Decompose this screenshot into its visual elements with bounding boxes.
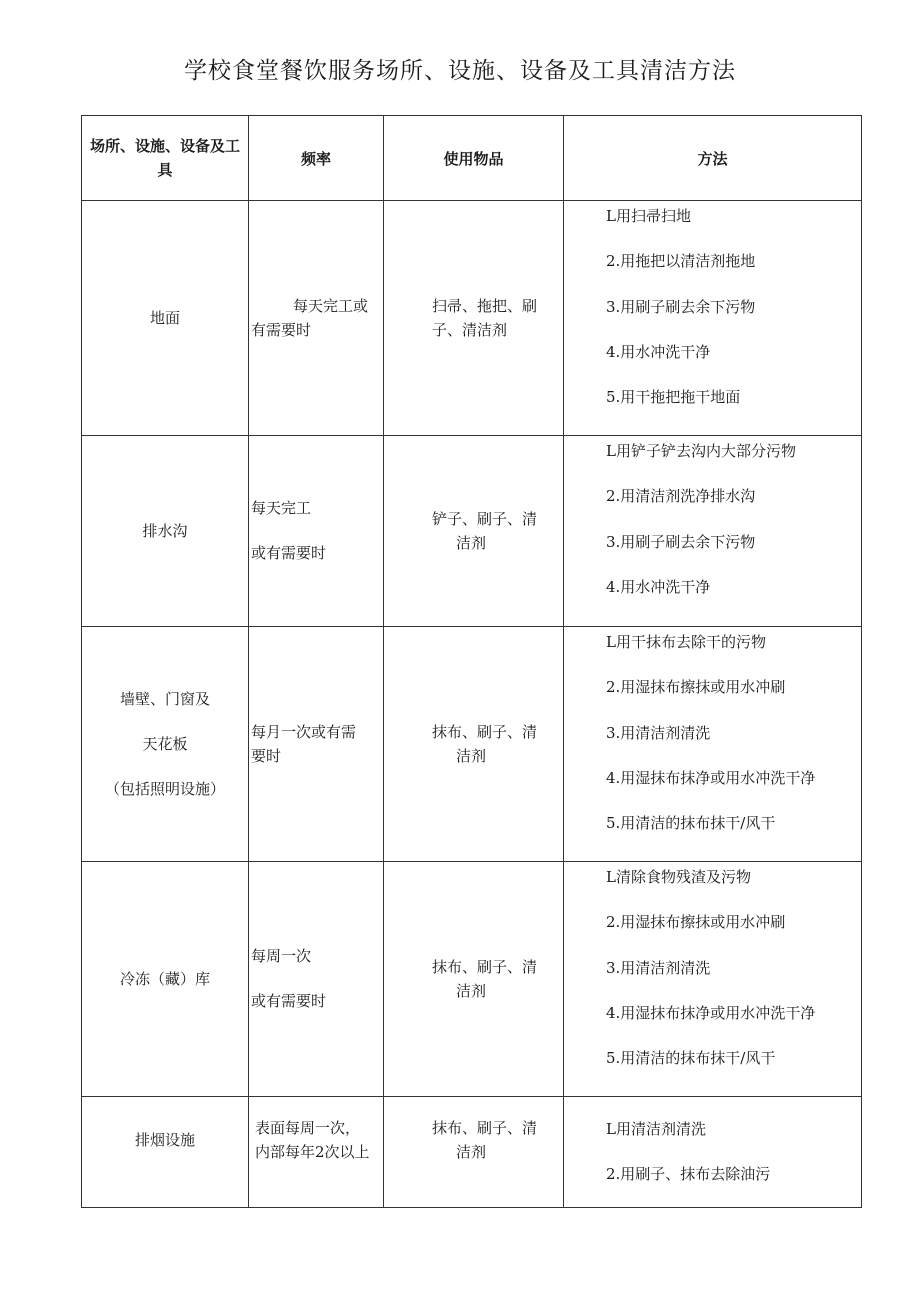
method-step: L用铲子铲去沟内大部分污物 [606,442,796,460]
method-step: L用干抹布去除干的污物 [606,633,766,651]
method-step: 4.用湿抹布抹净或用水冲洗干净 [606,768,816,787]
method-step: 2.用清洁剂洗净排水沟 [606,487,756,506]
place-cell: 排烟设施 [82,1097,249,1208]
method-step: 5.用清洁的抹布抹干/风干 [606,1049,776,1068]
cleaning-methods-table [81,115,862,1208]
table-row [82,627,862,862]
table-header-row [82,116,862,201]
place-cell: 冷冻（藏）库 [82,862,249,1097]
method-step: 3.用刷子刷去余下污物 [606,532,756,551]
header-place: 场所、设施、设备及工具 [82,116,249,201]
place-cell: 墙壁、门窗及 天花板 （包括照明设施） [82,627,249,862]
method-step: 4.用水冲洗干净 [606,342,711,361]
method-step: L用清洁剂清洗 [606,1120,706,1138]
method-cell [564,862,862,1097]
method-cell [564,436,862,627]
method-step: 2.用拖把以清洁剂拖地 [606,252,756,271]
method-step: 3.用清洁剂清洗 [606,723,711,742]
page-title: 学校食堂餐饮服务场所、设施、设备及工具清洁方法 [184,58,736,84]
header-items: 使用物品 [384,116,564,201]
header-method: 方法 [564,116,862,201]
table-row [82,1097,862,1208]
method-cell [564,201,862,436]
table-row [82,862,862,1097]
method-step: L用扫帚扫地 [606,207,691,225]
method-step: 5.用清洁的抹布抹干/风干 [606,814,776,833]
header-frequency: 频率 [249,116,384,201]
place-cell: 地面 [82,201,249,436]
method-step: 4.用湿抹布抹净或用水冲洗干净 [606,1003,816,1022]
method-step: 4.用水冲洗干净 [606,577,711,596]
items-cell: 抹布、刷子、清 洁剂 [384,862,564,1097]
frequency-cell: 每月一次或有需 要时 [249,627,384,862]
method-cell [564,627,862,862]
method-step: 2.用湿抹布擦抹或用水冲刷 [606,913,786,932]
table-row [82,201,862,436]
method-step: 3.用刷子刷去余下污物 [606,297,756,316]
table-row [82,436,862,627]
method-step: 5.用干拖把拖干地面 [606,388,741,407]
frequency-cell: 表面每周一次， 内部每年2次以上 [249,1097,384,1208]
frequency-cell: 每周一次 或有需要时 [249,862,384,1097]
frequency-cell: 每天完工 或有需要时 [249,436,384,627]
method-step: 2.用湿抹布擦抹或用水冲刷 [606,678,786,697]
items-cell: 铲子、刷子、清 洁剂 [384,436,564,627]
method-step: L清除食物残渣及污物 [606,868,751,886]
items-cell: 抹布、刷子、清 洁剂 [384,627,564,862]
method-step: 3.用清洁剂清洗 [606,958,711,977]
items-cell: 抹布、刷子、清 洁剂 [384,1097,564,1208]
place-cell: 排水沟 [82,436,249,627]
method-step: 2.用刷子、抹布去除油污 [606,1165,771,1184]
items-cell: 扫帚、拖把、刷 子、清洁剂 [384,201,564,436]
frequency-cell: 每天完工或 有需要时 [249,201,384,436]
method-cell [564,1097,862,1208]
